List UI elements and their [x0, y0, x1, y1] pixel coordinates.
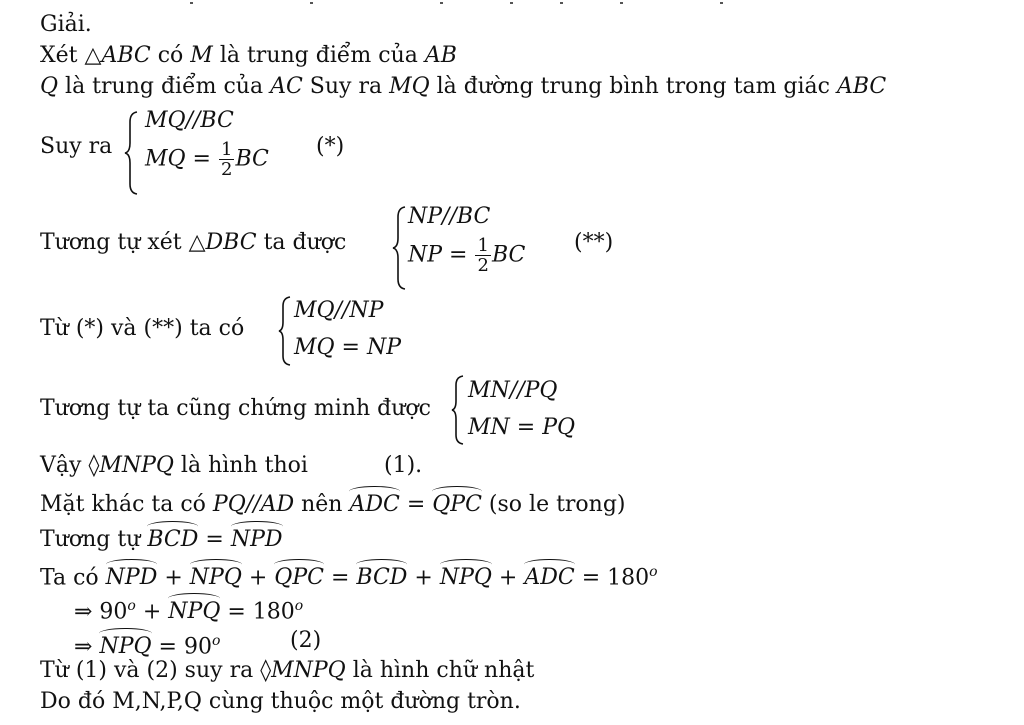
text: BC: [491, 242, 526, 268]
triangle-symbol: △: [188, 230, 206, 255]
heading-giai: Giải.: [40, 12, 92, 37]
text: Xét: [40, 43, 85, 68]
fraction-one-half: $\frac{1}{2}$: [477, 235, 489, 276]
degree-mark: o: [127, 598, 136, 614]
line-1: [40, 43, 457, 69]
angle-npq: NPQ: [440, 561, 492, 591]
left-brace-icon: [278, 295, 292, 367]
left-brace-icon: [124, 110, 140, 196]
line-5-label: Từ (*) và (**) ta có: [40, 316, 245, 341]
math-var: Q: [40, 74, 59, 99]
math-var: AB: [424, 43, 457, 68]
angle-qpc: QPC: [432, 488, 482, 518]
text: Vậy: [40, 453, 89, 478]
text: +: [407, 565, 440, 591]
degree-mark: o: [211, 633, 221, 649]
angle-bcd: BCD: [147, 523, 198, 553]
text: là hình thoi: [173, 453, 308, 478]
math-var: DBC: [205, 230, 257, 255]
left-brace-icon: [392, 205, 408, 291]
text: Suy ra: [302, 74, 390, 99]
fraction-one-half: $\frac{1}{2}$: [220, 139, 233, 180]
line-14: Do đó M,N,P,Q cùng thuộc một đường tròn.: [40, 689, 521, 714]
angle-adc: ADC: [524, 561, 574, 591]
left-brace-icon: [451, 374, 465, 446]
line-2: [40, 74, 886, 100]
text: là đường trung bình trong tam giác: [429, 74, 837, 99]
line-11: [74, 593, 303, 625]
line-3-label: Suy ra: [40, 134, 113, 159]
system-3-row-1: MQ//NP: [294, 298, 384, 323]
math-var: M: [190, 43, 213, 68]
angle-npd: NPD: [231, 523, 283, 553]
math-var: AC: [270, 74, 303, 99]
system-1-row-2: [145, 140, 269, 179]
angle-npq: NPQ: [190, 561, 242, 591]
angle-adc: ADC: [349, 488, 399, 518]
scan-artifacts: [180, 0, 740, 6]
degree-mark: o: [294, 598, 304, 614]
system-2-row-2: [408, 236, 525, 275]
text: là trung điểm của: [58, 74, 271, 99]
angle-npq: NPQ: [99, 630, 151, 660]
text: nên: [294, 492, 350, 517]
system-3-row-2: MQ = NP: [294, 335, 402, 360]
text: là trung điểm của: [212, 43, 425, 68]
line-13: [40, 658, 534, 684]
line-9: [40, 523, 283, 553]
text: =: [399, 492, 433, 517]
angle-npd: NPD: [106, 561, 158, 591]
text: Từ (1) và (2) suy ra: [40, 658, 261, 683]
text: =: [323, 565, 357, 591]
text: = 180: [574, 565, 650, 591]
diamond-symbol: ◊: [88, 453, 100, 478]
text: Tương tự xét: [40, 230, 189, 255]
text: ta được: [256, 230, 347, 255]
system-4-row-2: MN = PQ: [468, 415, 576, 440]
math-var: ABC: [101, 43, 151, 68]
text: +: [241, 565, 275, 591]
line-12: [74, 628, 220, 660]
text: Mặt khác ta có: [40, 492, 213, 517]
triangle-symbol: △: [84, 43, 102, 68]
angle-npq: NPQ: [168, 595, 220, 625]
text: là hình chữ nhật: [345, 658, 535, 683]
text: ⇒ 90: [74, 599, 128, 625]
line-6-label: Tương tự ta cũng chứng minh được: [40, 396, 431, 421]
math-var: MQ: [389, 74, 430, 99]
line-7: [40, 453, 308, 479]
line-8: [40, 488, 626, 518]
angle-bcd: BCD: [356, 561, 407, 591]
text: +: [157, 565, 190, 591]
text: NP =: [408, 242, 475, 268]
angle-qpc: QPC: [274, 561, 324, 591]
text: ⇒: [74, 634, 100, 660]
line-4-label: [40, 230, 346, 256]
system-4-row-1: MN//PQ: [468, 378, 558, 403]
math-var: ABC: [836, 74, 887, 99]
text: Ta có: [40, 565, 106, 591]
text: có: [150, 43, 191, 68]
text: = 90: [151, 634, 212, 660]
system-1-row-1: MQ//BC: [145, 108, 234, 133]
math-var: MNPQ: [271, 658, 346, 683]
equation-tag-1: (*): [316, 134, 345, 159]
text: =: [198, 527, 231, 552]
math-var: PQ//AD: [212, 492, 295, 517]
text: Tương tự: [40, 527, 148, 552]
text: +: [135, 599, 169, 625]
text: +: [491, 565, 525, 591]
line-10: [40, 559, 658, 591]
text: BC: [235, 146, 269, 172]
text: (so le trong): [481, 492, 626, 517]
degree-mark: o: [649, 564, 658, 580]
equation-tag-3: (1).: [384, 453, 423, 478]
equation-tag-4: (2): [290, 628, 322, 653]
diamond-symbol: ◊: [260, 658, 272, 683]
text: = 180: [220, 599, 295, 625]
equation-tag-2: (**): [574, 230, 614, 255]
system-2-row-1: NP//BC: [408, 204, 491, 229]
text: MQ =: [145, 146, 218, 172]
math-var: MNPQ: [99, 453, 174, 478]
